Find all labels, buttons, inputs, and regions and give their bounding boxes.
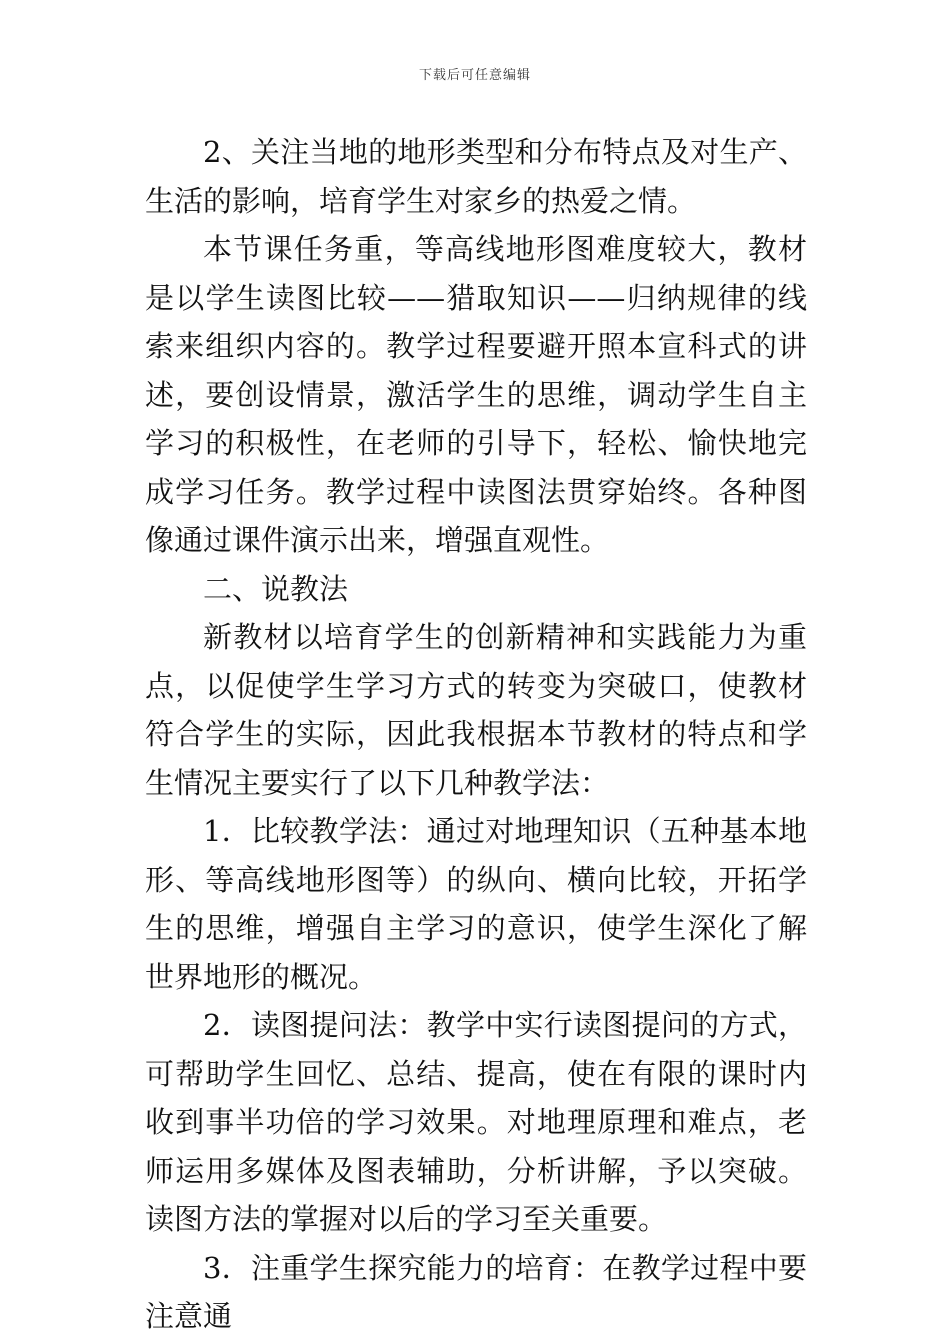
- paragraph-methods-intro: 新教材以培育学生的创新精神和实践能力为重点，以促使学生学习方式的转变为突破口，使教材符合学生的实际，因此我根据本节教材的特点和学生情况主要实行了以下几种教学法：: [145, 620, 807, 800]
- document-body: [145, 128, 807, 1341]
- paragraph-objective-2: 2、关注当地的地形类型和分布特点及对生产、生活的影响，培育学生对家乡的热爱之情。: [145, 135, 807, 218]
- page-header: 下载后可任意编辑: [418, 68, 531, 83]
- paragraph-lesson-overview: 本节课任务重，等高线地形图难度较大，教材是以学生读图比较——猎取知识——归纳规律的线索来组织内容的。教学过程要避开照本宣科式的讲述，要创设情景，激活学生的思维，调动学生自主学习的积极性，在老师的引导下，轻松、愉快地完成学习任务。教学过程中读图法贯穿始终。各种图像通过课件演示出来，增强直观性。: [145, 232, 807, 557]
- section-heading-teaching-methods: 二、说教法: [203, 571, 349, 606]
- paragraph-method-map-questioning: 2．读图提问法：教学中实行读图提问的方式，可帮助学生回忆、总结、提高，使在有限的课时内收到事半功倍的学习效果。对地理原理和难点，老师运用多媒体及图表辅助，分析讲解，予以突破。读图方法的掌握对以后的学习至关重要。: [145, 1008, 807, 1236]
- paragraph-method-inquiry: 3．注重学生探究能力的培育：在教学过程中要注意通: [145, 1250, 807, 1333]
- paragraph-method-comparison: 1．比较教学法：通过对地理知识（五种基本地形、等高线地形图等）的纵向、横向比较，开拓学生的思维，增强自主学习的意识，使学生深化了解世界地形的概况。: [145, 814, 807, 994]
